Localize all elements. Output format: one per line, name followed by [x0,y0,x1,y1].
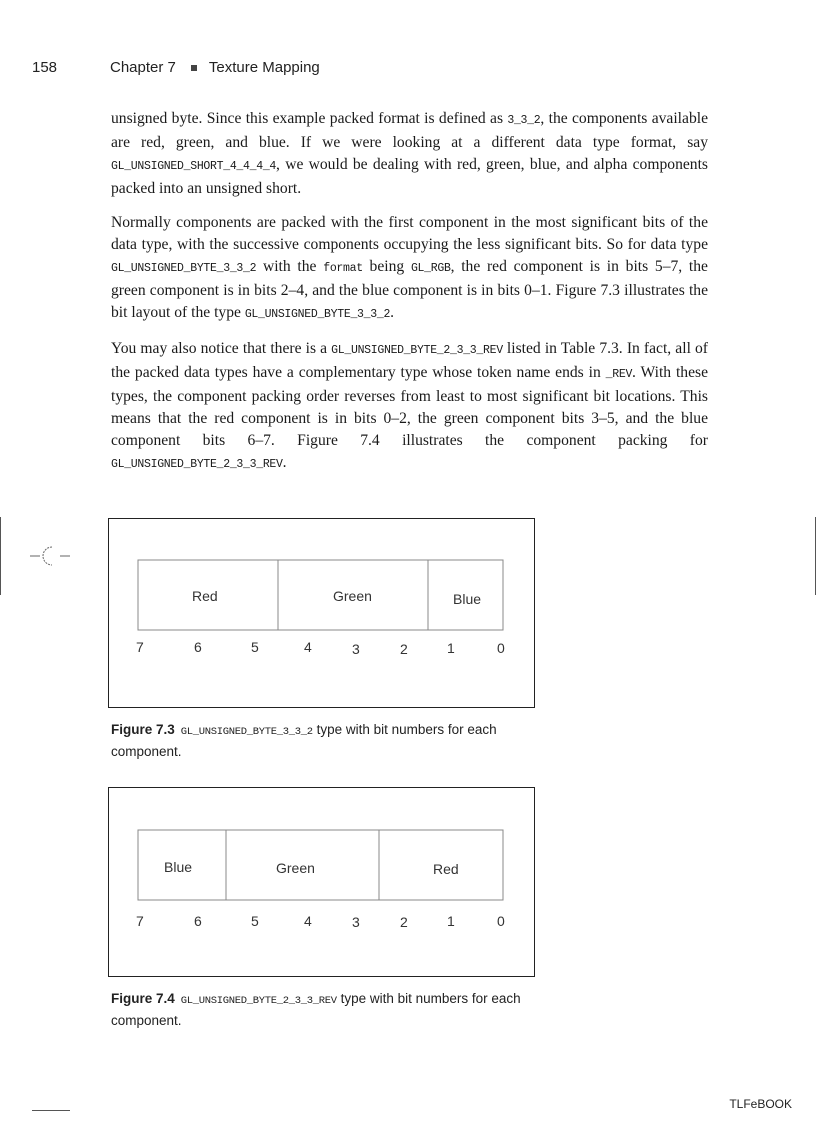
figure-7-3-caption [111,720,541,761]
figure-7-4 [108,787,535,977]
text-run: You may also notice that there is a [111,340,332,357]
code-token: GL_UNSIGNED_BYTE_2_3_3_REV [331,344,503,357]
running-header [32,59,320,76]
paragraph-1 [111,108,708,200]
text-run: unsigned byte. Since this example packed format is defined as [111,110,508,127]
code-token: GL_UNSIGNED_BYTE_3_3_2 [244,308,391,321]
header-separator-square [191,65,197,71]
bit-layout-diagram [109,788,534,976]
text-run: , the red component is in bits 5–7, the green component is in bits 2–4, and the blue component is in bits 0–1. Figure 7.3 illustrates the bit layout of the type [111,258,708,321]
caption-text: type with bit numbers for each component. [111,722,497,759]
code-token: GL_RGB [410,262,451,275]
footer-watermark: TLFeBOOK [729,1097,792,1111]
code-token: GL_UNSIGNED_BYTE_3_3_2 [111,262,257,275]
segment-label: Green [333,588,372,604]
caption-label: Figure 7.3 [111,722,175,737]
code-token: 3_3_2 [507,114,541,127]
bit-layout-diagram [109,519,534,707]
chapter-label: Chapter 7 [110,59,176,76]
text-run: listed in Table 7.3. In fact, all of the packed data types have a complementary type whose token name ends in [111,340,709,381]
page-number: 158 [32,59,58,76]
bit-number: 5 [251,913,259,929]
code-token: format [323,262,363,275]
text-run: . With these types, the component packing order reverses from least to most significant bit locations. This means that the red component is in bits 0–2, the green component bits 3–5, and the blue component bits 6–7. Figure 7.4 illustrates the component packing for [111,364,709,449]
text-run: with the [256,258,324,275]
segment-label: Green [276,860,315,876]
figure-7-4-caption [111,989,541,1030]
body-text [111,108,708,488]
code-token: GL_UNSIGNED_BYTE_2_3_3_REV [111,458,283,471]
text-run: . [390,304,394,321]
left-margin-rule [0,517,1,595]
bit-number: 6 [194,639,202,655]
bit-number: 2 [400,914,408,930]
bit-number: 5 [251,639,259,655]
segment-label: Blue [453,591,482,607]
caption-text: type with bit numbers for each component. [111,991,521,1028]
text-run: being [362,258,411,275]
bit-number: 1 [447,640,455,656]
caption-code: GL_UNSIGNED_BYTE_3_3_2 [180,726,313,738]
bit-number: 4 [304,913,312,929]
bit-number: 1 [447,913,455,929]
registration-mark-icon [30,544,72,568]
text-run: , we would be dealing with red, green, blue, and alpha components packed into an unsigned short. [111,156,708,197]
paragraph-3 [111,338,708,476]
bit-number: 3 [352,914,360,930]
footer-rule [32,1110,70,1111]
bit-number: 7 [136,913,144,929]
bit-number: 2 [400,641,408,657]
segment-label: Red [433,861,459,877]
bit-number: 6 [194,913,202,929]
bit-number: 0 [497,640,505,656]
figure-7-3 [108,518,535,708]
text-run: , the components available are red, green, and blue. If we were looking at a different data type format, say [111,110,708,151]
bit-number: 3 [352,641,360,657]
text-run: . [282,454,287,471]
code-token: _REV [605,368,633,381]
caption-label: Figure 7.4 [111,991,175,1006]
segment-label: Blue [164,859,193,875]
caption-code: GL_UNSIGNED_BYTE_2_3_3_REV [180,995,337,1007]
chapter-title: Texture Mapping [208,59,320,76]
bit-number: 4 [304,639,312,655]
paragraph-2 [111,212,708,326]
bit-number: 7 [136,639,144,655]
segment-label: Red [192,588,218,604]
bit-number: 0 [497,913,505,929]
text-run: Normally components are packed with the first component in the most significant bits of the data type, with the successive components occupying the less significant bits. So for data type [111,214,708,253]
code-token: GL_UNSIGNED_SHORT_4_4_4_4 [111,160,277,173]
